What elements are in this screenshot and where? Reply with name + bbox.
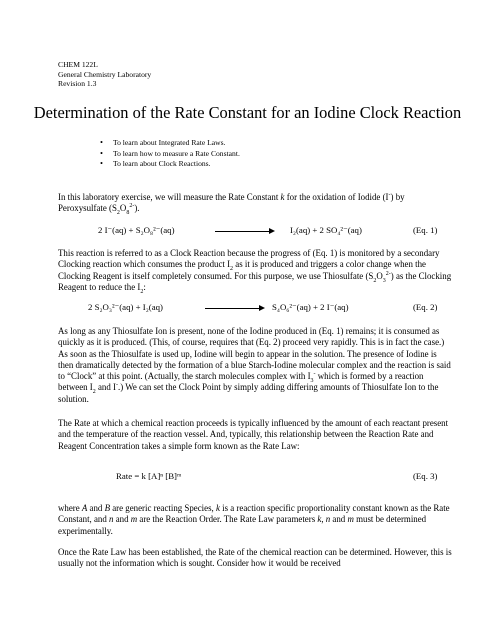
course-header: [58, 60, 151, 89]
closing-paragraph: Once the Rate Law has been established, the Rate of the chemical reaction can be determined. However, this is usually not the information which is sought. Consider how it would be received: [58, 547, 452, 569]
objective-item: • To learn about Integrated Rate Laws.: [100, 138, 240, 149]
eq1-reactants: 2 I⁻(aq) + S₂O₈²⁻(aq): [98, 225, 175, 235]
document-title: Determination of the Rate Constant for an Iodine Clock Reaction: [33, 103, 462, 122]
thiosulfate-paragraph: As long as any Thiosulfate Ion is present, none of the Iodine produced in (Eq. 1) remains; it is consumed as quickly as it is produced. (This, of course, requires that (Eq. 2) proceed very rapidly. This is in fact the case.) As soon as the Thiosulfate is used up, Iodine will begin to appear in the solution. The presence of Iodine is then dramatically detected by the formation of a blue Starch-Iodine molecular complex and the reaction is said to “Clock” at this point. (Actually, the starch molecules complex with $I_3^-$ which is formed by a reaction between $I_2$ and I-.) We can set the Clock Point by simply adding differing amounts of Thiosulfate Ion to the solution.: [58, 326, 451, 404]
eq1-products: I₂(aq) + 2 SO₄²⁻(aq): [290, 225, 362, 235]
equation-1: [0, 224, 495, 238]
course-name: General Chemistry Laboratory: [58, 69, 152, 79]
eq2-reactants: 2 S₂O₃²⁻(aq) + I₂(aq): [88, 302, 163, 312]
course-code: CHEM 122L: [58, 60, 98, 69]
eq3-tag: (Eq. 3): [413, 471, 438, 481]
equation-3: [0, 470, 495, 484]
eq2-tag: (Eq. 2): [413, 302, 438, 312]
objectives-list: [100, 138, 240, 170]
objective-item: • To learn how to measure a Rate Constant.: [100, 149, 240, 160]
reaction-arrow-icon: [215, 231, 273, 232]
reaction-arrow-icon: [205, 308, 263, 309]
eq3-rate-law: Rate = k [A]ⁿ [B]ᵐ: [116, 471, 182, 481]
revision-label: Revision 1.3: [58, 79, 97, 89]
eq2-products: S₄O₆²⁻(aq) + 2 I⁻(aq): [272, 302, 349, 312]
eq1-tag: (Eq. 1): [413, 225, 438, 235]
equation-2: [0, 301, 495, 315]
objective-item: • To learn about Clock Reactions.: [100, 159, 240, 170]
intro-paragraph: In this laboratory exercise, we will measure the Rate Constant k for the oxidation of Iodide (I-) by Peroxysulfate $(S_2O_8^{2-})$.: [58, 192, 405, 217]
rate-law-paragraph: The Rate at which a chemical reaction proceeds is typically influenced by the amount of each reactant present and the temperature of the reaction vessel. And, typically, this relationship between the Reaction Rate and Reagent Concentration takes a simple form known as the Rate Law:: [58, 418, 449, 451]
rate-constant-paragraph: where A and B are generic reacting Species, k is a reaction specific proportionality constant known as the Rate Constant, and n and m are the Reaction Order. The Rate Law parameters k, n and m must be determined experimentally.: [58, 503, 450, 536]
clock-reaction-paragraph: This reaction is referred to as a Clock Reaction because the progress of (Eq. 1) is monitored by a secondary Clocking reaction which consumes the product $I_2$ as it is produced and triggers a color change when the Clocking Reagent is itself completely consumed. For this purpose, we use Thiosulfate $(S_2O_3^{2-})$ as the Clocking Reagent to reduce the $I_2$:: [58, 248, 452, 295]
